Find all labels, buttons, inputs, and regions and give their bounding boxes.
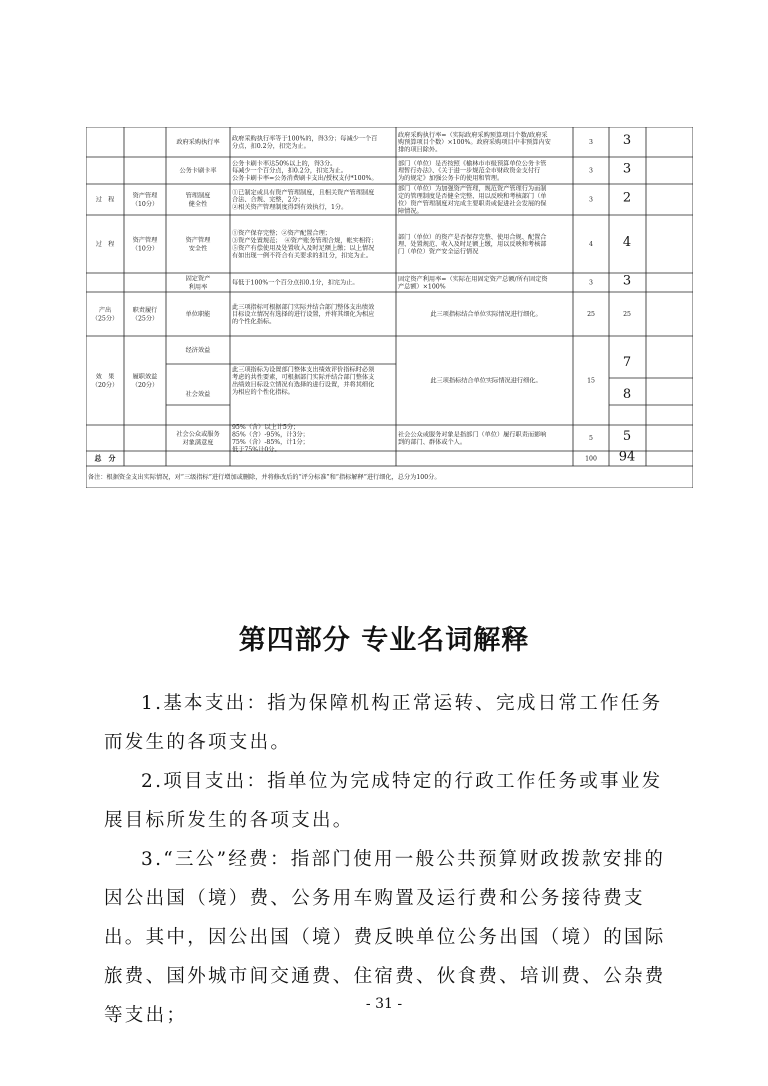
paragraph-text: 3.“三公”经费：指部门使用一般公共预算财政拨款安排的因公出国（境）费、公务用车购置及运行费和公务接待费支出。其中，因公出国（境）费反映单位公务出国（境）的国际旅费、国外城市间交通费、住宿费、伙食费、培训费、公杂费等支出； — [104, 849, 666, 1026]
score-value: 2 — [622, 190, 632, 206]
score-value: 8 — [622, 387, 632, 403]
indicator-explanation: 部门（单位）的资产是否保存完整、使用合规、配置合理、处置规范、收入及时足额上缴，用以反映和考核部门（单位）资产安全运行情况 — [398, 233, 547, 256]
level1-indicator: 过 程 — [95, 196, 115, 204]
level1-indicator: 过 程 — [95, 241, 115, 249]
level3-indicator: 单位职能 — [185, 311, 211, 319]
indicator-explanation: 政府采购执行率=（实际政府采购预算项目个数/政府采购预算项目个数）×100%。政府采购项目中非预算内安排的项目除外。 — [398, 131, 551, 154]
score-value: 5 — [622, 429, 632, 445]
weight-value: 3 — [589, 196, 593, 204]
paragraph-text: 2.项目支出：指单位为完成特定的行政工作任务或事业发展目标所发生的各项支出。 — [104, 771, 663, 831]
level3-indicator: 资产管理安全性 — [185, 236, 211, 253]
weight-value: 15 — [587, 377, 595, 385]
table-note: 备注：根据资金支出实际情况，对“三级指标”进行增加或删除，并将修改后的“评分标准”和“指标解释”进行细化，总分为100分。 — [88, 474, 441, 482]
score-value: 7 — [622, 355, 632, 371]
indicator-explanation: 此三项指标结合单位实际情况进行细化。 — [430, 311, 542, 319]
scoring-standard: 此三项指标为设置部门整体支出绩效评价指标时必须考虑的共性要素，可根据部门实际并结合部门整体支出绩效目标设立情况有选择的进行设置，并将其细化为相应的个性化指标。 — [232, 366, 375, 396]
scoring-standard: 政府采购执行率等于100%的，得3分；每减少一个百分点，扣0.2分，扣完为止。 — [232, 135, 378, 150]
score-value: 3 — [622, 133, 632, 149]
level3-indicator: 管理制度健全性 — [185, 192, 211, 208]
weight-value: 25 — [587, 311, 595, 319]
level2-indicator: 履职效益（20分） — [131, 373, 159, 389]
level3-indicator: 社会公众或服务对象满意度 — [176, 430, 220, 447]
paragraph-text: 1.基本支出：指为保障机构正常运转、完成日常工作任务而发生的各项支出。 — [104, 693, 663, 753]
indicator-explanation: 此三项指标结合单位实际情况进行细化。 — [430, 377, 542, 385]
paragraph-project-expenditure — [104, 762, 676, 840]
scoring-standard: 95%（含）以上计5分； 85%（含）-95%，计3分； 75%（含）-85%，计1分；低于75%计0分。 — [232, 424, 309, 454]
level2-indicator: 资产管理（10分） — [131, 236, 159, 253]
level3-indicator: 公务卡刷卡率 — [179, 167, 217, 175]
page-number: - 31 - — [365, 996, 403, 1012]
indicator-explanation: 部门（单位）是否按照《榆林市市级预算单位公务卡管理暂行办法》、《关于进一步规范全市财政资金支付行为的规定》加强公务卡的使用和管理。 — [398, 160, 547, 183]
level1-indicator: 产出（25分） — [91, 306, 119, 323]
scoring-standard: 此三项指标可根据部门实际并结合部门整体支出绩效目标设立情况有选择的进行设置，并将其细化为相应的个性化指标。 — [232, 303, 375, 326]
total-score: 94 — [618, 449, 636, 465]
level2-indicator: 资产管理（10分） — [131, 192, 159, 208]
indicator-explanation: 社会公众或服务对象是指部门（单位）履行职责而影响到的部门、群体或个人。 — [398, 431, 547, 446]
weight-value: 3 — [589, 167, 593, 175]
level1-indicator: 效 果（20分） — [91, 373, 119, 389]
weight-value: 4 — [589, 241, 593, 249]
section-heading: 第四部分 专业名词解释 — [238, 625, 530, 656]
level3-indicator: 政府采购执行率 — [176, 139, 220, 147]
scoring-standard: ①已制定或具有资产管理制度，且相关资产管理制度合法、合规、完整，2分； ②相关资产管理制度得到有效执行，1分。 — [232, 189, 375, 212]
scoring-standard: 公务卡刷卡率达50%以上的，得3分。每减少一个百分点，扣0.2分，扣完为止。公务卡刷卡率=公务消费刷卡支出/授权支付*100%。 — [232, 160, 378, 183]
total-label: 总 分 — [94, 453, 116, 463]
indicator-explanation: 部门（单位）为加强资产管理，规范资产管理行为而制定的管理制度是否健全完整、用以反映和考核部门（单位）资产管理制度对完成主要职责或促进社会发展的保障情况。 — [398, 185, 547, 215]
paragraph-basic-expenditure — [104, 684, 676, 762]
score-value: 3 — [622, 161, 632, 177]
weight-value: 5 — [589, 435, 593, 443]
total-weight: 100 — [585, 455, 597, 463]
level3-indicator: 经济效益 — [185, 347, 211, 355]
level3-indicator: 固定资产利用率 — [185, 275, 211, 291]
score-value: 4 — [622, 235, 632, 251]
level3-indicator: 社会效益 — [185, 391, 211, 399]
weight-value: 3 — [589, 139, 593, 147]
scoring-standard: ①资产保存完整；②资产配置合理； ③资产处置规范； ④资产账务管理合规，帐实相符； ⑤资产有偿使用及处置收入及时足额上缴；以上情况有如出现一例不符合有关要求的扣1分，扣完为止。 — [232, 230, 378, 260]
evaluation-table — [86, 127, 693, 488]
weight-value: 3 — [589, 279, 593, 287]
score-value: 3 — [622, 273, 632, 289]
indicator-explanation: 固定资产利用率=（实际在用固定资产总额/所有固定资产总额）×100% — [398, 276, 548, 291]
scoring-standard: 每低于100%一个百分点扣0.1分，扣完为止。 — [232, 279, 359, 287]
level2-indicator: 职责履行（25分） — [131, 306, 159, 323]
score-value: 25 — [623, 311, 631, 319]
